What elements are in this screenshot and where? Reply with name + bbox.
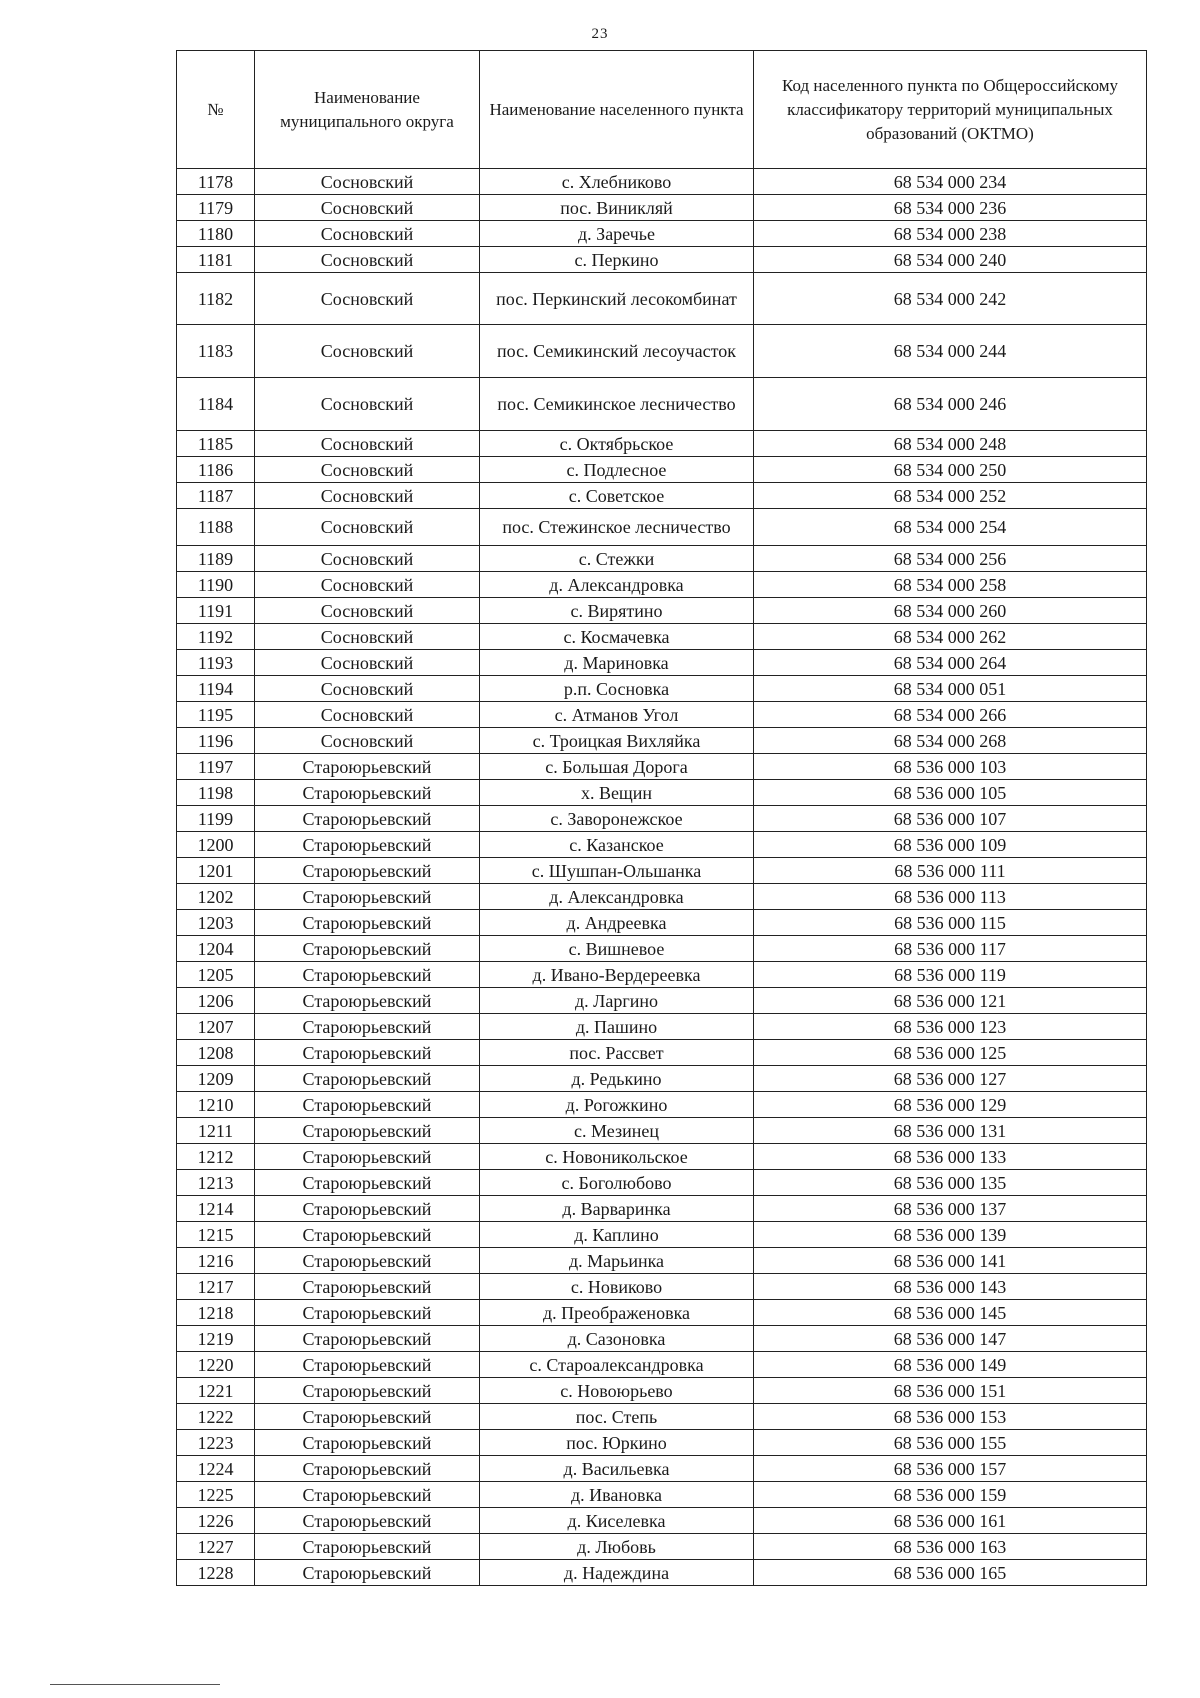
cell-district: Сосновский	[255, 378, 480, 431]
cell-settlement: с. Новоюрьево	[480, 1378, 754, 1404]
cell-oktmo-code: 68 534 000 264	[754, 650, 1147, 676]
table-row	[177, 1014, 1147, 1040]
cell-district: Сосновский	[255, 247, 480, 273]
table-row	[177, 1118, 1147, 1144]
table-row	[177, 936, 1147, 962]
cell-settlement: с. Казанское	[480, 832, 754, 858]
cell-district: Староюрьевский	[255, 1196, 480, 1222]
oktmo-table	[176, 50, 1147, 1586]
cell-settlement: с. Космачевка	[480, 624, 754, 650]
table-row	[177, 247, 1147, 273]
cell-settlement: пос. Степь	[480, 1404, 754, 1430]
cell-district: Сосновский	[255, 169, 480, 195]
cell-oktmo-code: 68 536 000 103	[754, 754, 1147, 780]
table-row	[177, 1222, 1147, 1248]
table-row	[177, 1534, 1147, 1560]
cell-settlement: с. Шушпан-Ольшанка	[480, 858, 754, 884]
cell-oktmo-code: 68 534 000 254	[754, 509, 1147, 546]
table-body	[177, 169, 1147, 1586]
cell-oktmo-code: 68 534 000 268	[754, 728, 1147, 754]
cell-oktmo-code: 68 536 000 107	[754, 806, 1147, 832]
cell-district: Староюрьевский	[255, 806, 480, 832]
table-row	[177, 624, 1147, 650]
cell-district: Староюрьевский	[255, 754, 480, 780]
table-row	[177, 1378, 1147, 1404]
cell-settlement: пос. Перкинский лесокомбинат	[480, 273, 754, 325]
cell-oktmo-code: 68 534 000 250	[754, 457, 1147, 483]
table-row	[177, 1430, 1147, 1456]
cell-oktmo-code: 68 534 000 262	[754, 624, 1147, 650]
cell-settlement: д. Марьинка	[480, 1248, 754, 1274]
table-row	[177, 884, 1147, 910]
cell-number: 1208	[177, 1040, 255, 1066]
cell-oktmo-code: 68 536 000 145	[754, 1300, 1147, 1326]
cell-settlement: пос. Виникляй	[480, 195, 754, 221]
cell-settlement: с. Новоникольское	[480, 1144, 754, 1170]
table-row	[177, 1352, 1147, 1378]
table-row	[177, 1456, 1147, 1482]
table-row	[177, 1196, 1147, 1222]
table-row	[177, 1404, 1147, 1430]
table-header	[177, 51, 1147, 169]
page-number: 23	[591, 26, 609, 42]
cell-oktmo-code: 68 536 000 131	[754, 1118, 1147, 1144]
cell-number: 1211	[177, 1118, 255, 1144]
cell-district: Сосновский	[255, 728, 480, 754]
table-row	[177, 832, 1147, 858]
cell-district: Староюрьевский	[255, 1222, 480, 1248]
cell-settlement: пос. Рассвет	[480, 1040, 754, 1066]
cell-number: 1205	[177, 962, 255, 988]
cell-number: 1195	[177, 702, 255, 728]
cell-settlement: пос. Юркино	[480, 1430, 754, 1456]
cell-number: 1180	[177, 221, 255, 247]
cell-district: Староюрьевский	[255, 1404, 480, 1430]
cell-settlement: с. Атманов Угол	[480, 702, 754, 728]
cell-district: Староюрьевский	[255, 884, 480, 910]
table-row	[177, 806, 1147, 832]
cell-settlement: д. Ларгино	[480, 988, 754, 1014]
table-row	[177, 1144, 1147, 1170]
cell-oktmo-code: 68 536 000 165	[754, 1560, 1147, 1586]
cell-oktmo-code: 68 536 000 133	[754, 1144, 1147, 1170]
table-row	[177, 598, 1147, 624]
cell-district: Староюрьевский	[255, 1430, 480, 1456]
cell-district: Староюрьевский	[255, 1300, 480, 1326]
table-row	[177, 1326, 1147, 1352]
cell-number: 1194	[177, 676, 255, 702]
table-row	[177, 1300, 1147, 1326]
cell-district: Староюрьевский	[255, 910, 480, 936]
cell-oktmo-code: 68 534 000 258	[754, 572, 1147, 598]
cell-settlement: пос. Семикинский лесоучасток	[480, 325, 754, 378]
cell-district: Сосновский	[255, 431, 480, 457]
cell-number: 1199	[177, 806, 255, 832]
cell-oktmo-code: 68 536 000 127	[754, 1066, 1147, 1092]
cell-district: Староюрьевский	[255, 1456, 480, 1482]
cell-district: Староюрьевский	[255, 1508, 480, 1534]
cell-oktmo-code: 68 536 000 161	[754, 1508, 1147, 1534]
cell-settlement: д. Васильевка	[480, 1456, 754, 1482]
cell-settlement: с. Мезинец	[480, 1118, 754, 1144]
cell-oktmo-code: 68 536 000 147	[754, 1326, 1147, 1352]
cell-settlement: д. Заречье	[480, 221, 754, 247]
cell-oktmo-code: 68 536 000 137	[754, 1196, 1147, 1222]
table-row	[177, 1560, 1147, 1586]
table-row	[177, 169, 1147, 195]
cell-number: 1202	[177, 884, 255, 910]
cell-district: Староюрьевский	[255, 1144, 480, 1170]
cell-settlement: с. Хлебниково	[480, 169, 754, 195]
cell-number: 1217	[177, 1274, 255, 1300]
cell-oktmo-code: 68 536 000 121	[754, 988, 1147, 1014]
cell-number: 1201	[177, 858, 255, 884]
cell-settlement: д. Варваринка	[480, 1196, 754, 1222]
cell-oktmo-code: 68 534 000 256	[754, 546, 1147, 572]
table-row	[177, 1482, 1147, 1508]
cell-number: 1179	[177, 195, 255, 221]
cell-number: 1207	[177, 1014, 255, 1040]
cell-settlement: с. Заворонежское	[480, 806, 754, 832]
cell-number: 1178	[177, 169, 255, 195]
cell-number: 1226	[177, 1508, 255, 1534]
cell-number: 1218	[177, 1300, 255, 1326]
cell-district: Сосновский	[255, 572, 480, 598]
cell-oktmo-code: 68 534 000 248	[754, 431, 1147, 457]
cell-settlement: д. Рогожкино	[480, 1092, 754, 1118]
cell-number: 1210	[177, 1092, 255, 1118]
table-row	[177, 650, 1147, 676]
cell-number: 1203	[177, 910, 255, 936]
cell-oktmo-code: 68 536 000 119	[754, 962, 1147, 988]
cell-district: Староюрьевский	[255, 1170, 480, 1196]
cell-settlement: с. Троицкая Вихляйка	[480, 728, 754, 754]
cell-district: Сосновский	[255, 221, 480, 247]
cell-number: 1198	[177, 780, 255, 806]
cell-district: Староюрьевский	[255, 832, 480, 858]
cell-number: 1182	[177, 273, 255, 325]
cell-settlement: с. Советское	[480, 483, 754, 509]
cell-settlement: д. Ивановка	[480, 1482, 754, 1508]
cell-district: Староюрьевский	[255, 1326, 480, 1352]
cell-number: 1225	[177, 1482, 255, 1508]
cell-district: Сосновский	[255, 195, 480, 221]
table-row	[177, 195, 1147, 221]
cell-district: Сосновский	[255, 624, 480, 650]
cell-oktmo-code: 68 536 000 115	[754, 910, 1147, 936]
cell-district: Староюрьевский	[255, 858, 480, 884]
header-row	[177, 51, 1147, 169]
cell-settlement: с. Вирятино	[480, 598, 754, 624]
cell-number: 1184	[177, 378, 255, 431]
table-row	[177, 431, 1147, 457]
cell-number: 1193	[177, 650, 255, 676]
cell-settlement: д. Каплино	[480, 1222, 754, 1248]
cell-oktmo-code: 68 534 000 234	[754, 169, 1147, 195]
cell-number: 1190	[177, 572, 255, 598]
cell-oktmo-code: 68 536 000 157	[754, 1456, 1147, 1482]
table-row	[177, 1040, 1147, 1066]
cell-oktmo-code: 68 536 000 159	[754, 1482, 1147, 1508]
table-row	[177, 754, 1147, 780]
cell-number: 1183	[177, 325, 255, 378]
cell-number: 1214	[177, 1196, 255, 1222]
table-row	[177, 858, 1147, 884]
cell-number: 1213	[177, 1170, 255, 1196]
cell-district: Староюрьевский	[255, 1560, 480, 1586]
cell-district: Староюрьевский	[255, 1040, 480, 1066]
cell-number: 1204	[177, 936, 255, 962]
cell-oktmo-code: 68 534 000 236	[754, 195, 1147, 221]
cell-settlement: д. Пашино	[480, 1014, 754, 1040]
table-row	[177, 509, 1147, 546]
cell-settlement: с. Большая Дорога	[480, 754, 754, 780]
cell-number: 1187	[177, 483, 255, 509]
cell-district: Сосновский	[255, 702, 480, 728]
cell-district: Староюрьевский	[255, 780, 480, 806]
cell-number: 1215	[177, 1222, 255, 1248]
cell-oktmo-code: 68 534 000 051	[754, 676, 1147, 702]
table-row	[177, 457, 1147, 483]
cell-oktmo-code: 68 534 000 238	[754, 221, 1147, 247]
cell-number: 1191	[177, 598, 255, 624]
cell-number: 1222	[177, 1404, 255, 1430]
cell-number: 1189	[177, 546, 255, 572]
cell-oktmo-code: 68 534 000 246	[754, 378, 1147, 431]
cell-district: Сосновский	[255, 598, 480, 624]
cell-oktmo-code: 68 536 000 113	[754, 884, 1147, 910]
table-row	[177, 702, 1147, 728]
cell-settlement: д. Редькино	[480, 1066, 754, 1092]
cell-oktmo-code: 68 536 000 111	[754, 858, 1147, 884]
cell-number: 1220	[177, 1352, 255, 1378]
cell-oktmo-code: 68 536 000 143	[754, 1274, 1147, 1300]
cell-settlement: д. Александровка	[480, 572, 754, 598]
header-number: №	[177, 51, 255, 169]
cell-district: Сосновский	[255, 650, 480, 676]
cell-settlement: д. Преображеновка	[480, 1300, 754, 1326]
cell-settlement: д. Надеждина	[480, 1560, 754, 1586]
cell-number: 1196	[177, 728, 255, 754]
cell-district: Сосновский	[255, 676, 480, 702]
cell-number: 1212	[177, 1144, 255, 1170]
cell-settlement: д. Ивано-Вердереевка	[480, 962, 754, 988]
table-row	[177, 728, 1147, 754]
cell-number: 1197	[177, 754, 255, 780]
cell-district: Староюрьевский	[255, 988, 480, 1014]
cell-number: 1200	[177, 832, 255, 858]
table-row	[177, 378, 1147, 431]
cell-settlement: с. Подлесное	[480, 457, 754, 483]
cell-settlement: д. Сазоновка	[480, 1326, 754, 1352]
cell-settlement: д. Киселевка	[480, 1508, 754, 1534]
table-row	[177, 780, 1147, 806]
table-row	[177, 1092, 1147, 1118]
cell-district: Сосновский	[255, 457, 480, 483]
cell-number: 1209	[177, 1066, 255, 1092]
cell-oktmo-code: 68 536 000 135	[754, 1170, 1147, 1196]
table-row	[177, 1066, 1147, 1092]
cell-number: 1192	[177, 624, 255, 650]
cell-settlement: д. Андреевка	[480, 910, 754, 936]
cell-oktmo-code: 68 536 000 155	[754, 1430, 1147, 1456]
cell-district: Сосновский	[255, 509, 480, 546]
cell-oktmo-code: 68 534 000 244	[754, 325, 1147, 378]
table-row	[177, 572, 1147, 598]
cell-district: Староюрьевский	[255, 1014, 480, 1040]
table-row	[177, 1508, 1147, 1534]
table-row	[177, 962, 1147, 988]
cell-settlement: д. Александровка	[480, 884, 754, 910]
cell-oktmo-code: 68 536 000 105	[754, 780, 1147, 806]
cell-settlement: с. Октябрьское	[480, 431, 754, 457]
cell-settlement: с. Перкино	[480, 247, 754, 273]
cell-settlement: с. Новиково	[480, 1274, 754, 1300]
cell-district: Староюрьевский	[255, 1118, 480, 1144]
cell-settlement: пос. Стежинское лесничество	[480, 509, 754, 546]
cell-number: 1185	[177, 431, 255, 457]
cell-oktmo-code: 68 536 000 149	[754, 1352, 1147, 1378]
cell-settlement: р.п. Сосновка	[480, 676, 754, 702]
cell-oktmo-code: 68 536 000 151	[754, 1378, 1147, 1404]
cell-number: 1227	[177, 1534, 255, 1560]
table-row	[177, 1170, 1147, 1196]
cell-settlement: с. Стежки	[480, 546, 754, 572]
cell-district: Староюрьевский	[255, 936, 480, 962]
cell-district: Староюрьевский	[255, 1352, 480, 1378]
cell-district: Староюрьевский	[255, 1274, 480, 1300]
table-row	[177, 483, 1147, 509]
table-row	[177, 1248, 1147, 1274]
cell-district: Староюрьевский	[255, 1378, 480, 1404]
table-row	[177, 221, 1147, 247]
cell-district: Староюрьевский	[255, 1092, 480, 1118]
cell-number: 1221	[177, 1378, 255, 1404]
cell-settlement: пос. Семикинское лесничество	[480, 378, 754, 431]
header-district: Наименование муниципального округа	[255, 51, 480, 169]
table-row	[177, 1274, 1147, 1300]
cell-oktmo-code: 68 534 000 266	[754, 702, 1147, 728]
cell-number: 1186	[177, 457, 255, 483]
cell-number: 1223	[177, 1430, 255, 1456]
cell-district: Сосновский	[255, 483, 480, 509]
cell-settlement: с. Боголюбово	[480, 1170, 754, 1196]
table-row	[177, 325, 1147, 378]
cell-number: 1224	[177, 1456, 255, 1482]
cell-number: 1219	[177, 1326, 255, 1352]
cell-number: 1181	[177, 247, 255, 273]
cell-oktmo-code: 68 536 000 153	[754, 1404, 1147, 1430]
cell-settlement: х. Вещин	[480, 780, 754, 806]
cell-number: 1216	[177, 1248, 255, 1274]
cell-settlement: д. Любовь	[480, 1534, 754, 1560]
cell-settlement: д. Мариновка	[480, 650, 754, 676]
table-row	[177, 676, 1147, 702]
cell-oktmo-code: 68 534 000 252	[754, 483, 1147, 509]
header-oktmo-code: Код населенного пункта по Общероссийскому классификатору территорий муниципальных образований (ОКТМО)	[754, 51, 1147, 169]
table-row	[177, 988, 1147, 1014]
cell-number: 1188	[177, 509, 255, 546]
cell-oktmo-code: 68 536 000 117	[754, 936, 1147, 962]
cell-oktmo-code: 68 536 000 141	[754, 1248, 1147, 1274]
table-row	[177, 910, 1147, 936]
table-row	[177, 273, 1147, 325]
cell-district: Староюрьевский	[255, 962, 480, 988]
cell-oktmo-code: 68 536 000 129	[754, 1092, 1147, 1118]
cell-settlement: с. Вишневое	[480, 936, 754, 962]
cell-oktmo-code: 68 536 000 123	[754, 1014, 1147, 1040]
cell-district: Староюрьевский	[255, 1248, 480, 1274]
cell-oktmo-code: 68 534 000 260	[754, 598, 1147, 624]
cell-oktmo-code: 68 536 000 125	[754, 1040, 1147, 1066]
cell-district: Староюрьевский	[255, 1534, 480, 1560]
cell-oktmo-code: 68 536 000 163	[754, 1534, 1147, 1560]
cell-number: 1206	[177, 988, 255, 1014]
cell-district: Староюрьевский	[255, 1482, 480, 1508]
cell-district: Сосновский	[255, 325, 480, 378]
cell-oktmo-code: 68 534 000 240	[754, 247, 1147, 273]
cell-district: Староюрьевский	[255, 1066, 480, 1092]
cell-district: Сосновский	[255, 273, 480, 325]
cell-number: 1228	[177, 1560, 255, 1586]
header-settlement: Наименование населенного пункта	[480, 51, 754, 169]
footer-rule	[50, 1684, 220, 1685]
cell-oktmo-code: 68 536 000 139	[754, 1222, 1147, 1248]
cell-district: Сосновский	[255, 546, 480, 572]
cell-oktmo-code: 68 536 000 109	[754, 832, 1147, 858]
cell-settlement: с. Староалександровка	[480, 1352, 754, 1378]
table-row	[177, 546, 1147, 572]
cell-oktmo-code: 68 534 000 242	[754, 273, 1147, 325]
